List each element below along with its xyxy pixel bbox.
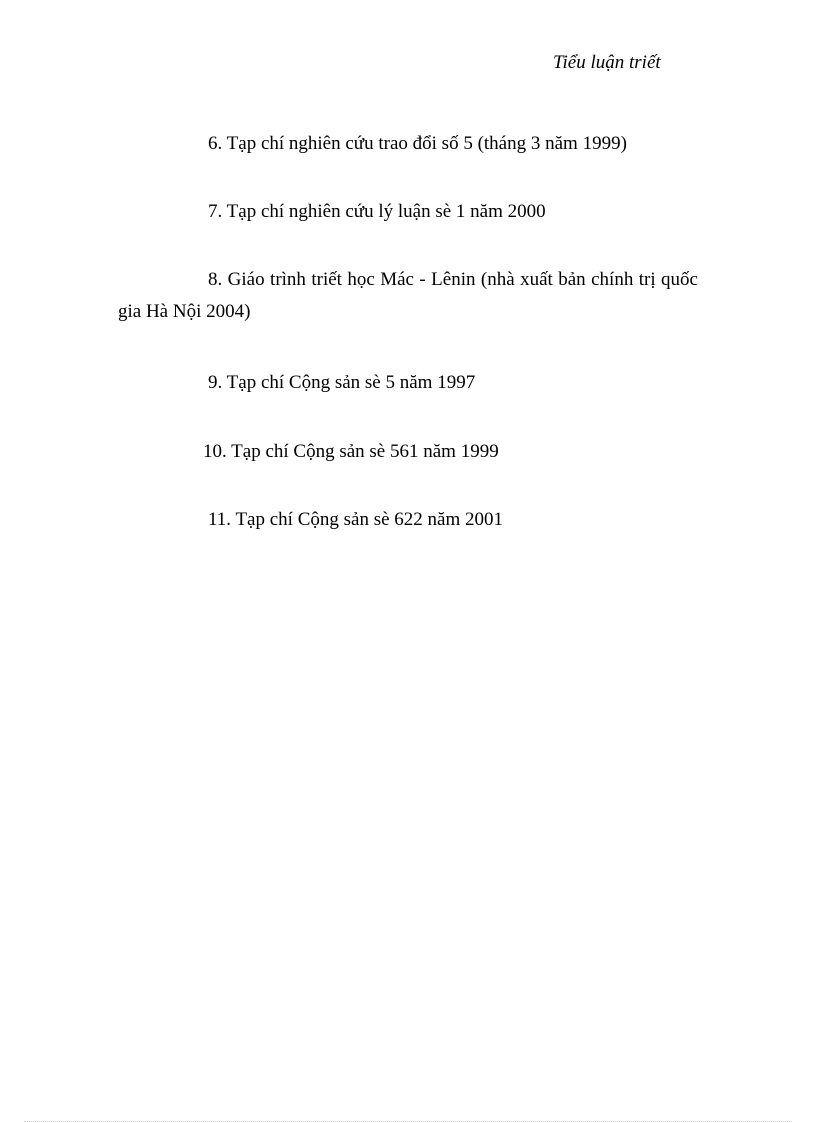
page-bottom-divider bbox=[24, 1121, 792, 1122]
reference-item-9: 9. Tạp chí Cộng sản sè 5 năm 1997 bbox=[208, 372, 476, 393]
reference-item-6: 6. Tạp chí nghiên cứu trao đổi số 5 (tháng 3 năm 1999) bbox=[208, 133, 627, 154]
reference-item-11: 11. Tạp chí Cộng sản sè 622 năm 2001 bbox=[208, 509, 503, 530]
reference-item-7: 7. Tạp chí nghiên cứu lý luận sè 1 năm 2000 bbox=[208, 201, 546, 222]
page-header-title: Tiểu luận triết bbox=[553, 52, 661, 73]
reference-item-10: 10. Tạp chí Cộng sản sè 561 năm 1999 bbox=[203, 441, 499, 462]
reference-item-8: 8. Giáo trình triết học Mác - Lênin (nhà xuất bản chính trị quốc gia Hà Nội 2004) bbox=[118, 269, 698, 322]
